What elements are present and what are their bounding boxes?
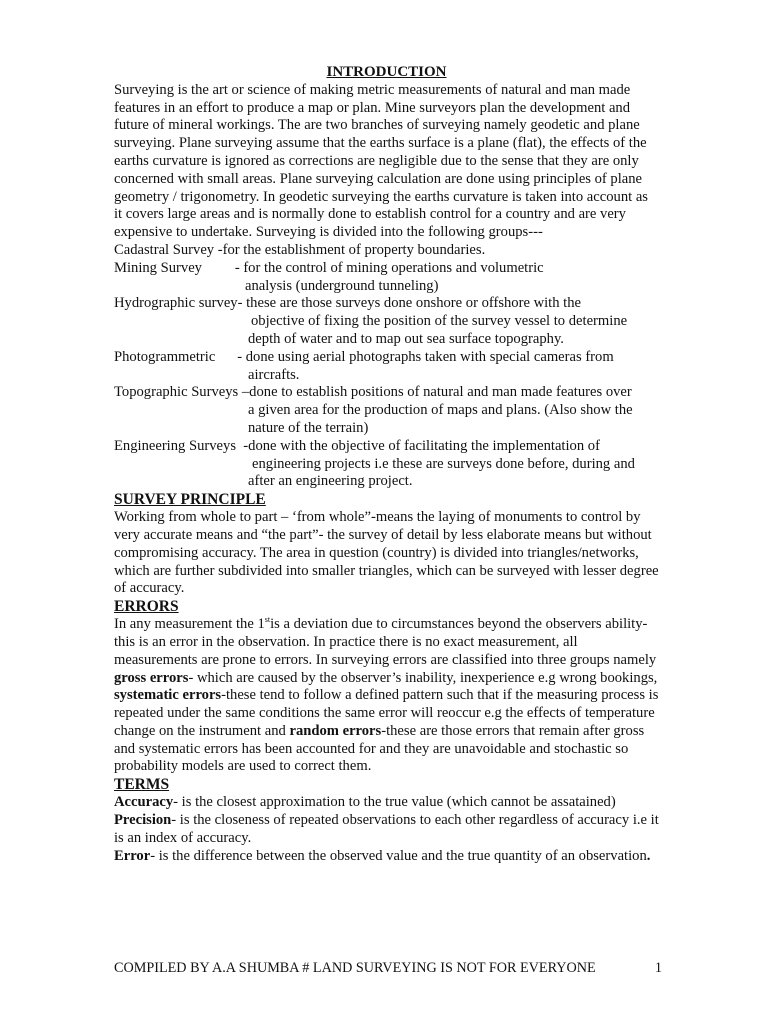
survey-type-desc: -for the establishment of property boundaries.: [217, 241, 486, 258]
survey-type-term: Topographic Surveys: [114, 384, 242, 401]
term-end-period: .: [646, 847, 651, 864]
superscript-st: st: [264, 615, 271, 625]
section-heading-survey-principle: SURVEY PRINCIPLE: [114, 491, 266, 509]
survey-type-desc: - done using aerial photographs taken with special cameras from: [237, 348, 614, 365]
page-number: 1: [654, 960, 662, 976]
section-heading-errors: ERRORS: [114, 598, 179, 616]
section-heading-terms: TERMS: [114, 776, 170, 794]
survey-type-continuation: objective of fixing the position of the survey vessel to determine: [251, 313, 628, 330]
term-desc: - is the closeness of repeated observations to each other regardless of accuracy i.e it is an index of accuracy.: [114, 812, 659, 846]
term-definition: [114, 848, 659, 866]
page-title: INTRODUCTION: [326, 64, 447, 80]
survey-type-item: [114, 295, 659, 348]
document-page: [114, 64, 659, 865]
survey-principle-paragraph: Working from whole to part – ‘from whole”-means the laying of monuments to control by very accurate means and “the part”- the survey of detail by less elaborate means but without compromising accuracy. The area in question (country) is divided into triangles/networks, which are further subdivided into smaller triangles, which can be surveyed with lesser degree of accuracy.: [114, 509, 659, 597]
errors-text: In any measurement the 1: [114, 616, 265, 633]
survey-type-term: Engineering Surveys: [114, 437, 244, 454]
survey-types-list: [114, 242, 659, 491]
term-definition: [114, 812, 659, 848]
survey-type-item: [114, 438, 659, 491]
survey-type-continuation: depth of water and to map out sea surface topography.: [248, 330, 564, 347]
survey-type-item: [114, 242, 659, 260]
term-gross-errors: gross errors: [114, 669, 189, 686]
survey-type-desc: –done to establish positions of natural and man made features over: [241, 384, 632, 401]
errors-text: is a deviation due to circumstances beyond the observers ability- this is an error in the observation. In practice there is no exact measurement, all measurements are prone to errors. In surveying errors are classified into three groups namely: [114, 616, 657, 668]
survey-type-term: Cadastral Survey: [114, 241, 218, 258]
errors-text: -these are those errors that remain after gross and systematic errors has been accounted for and they are unavoidable and stochastic so probability models are used to correct them.: [114, 722, 645, 775]
survey-type-continuation: analysis (underground tunneling): [245, 277, 439, 294]
errors-text: -these tend to follow a defined pattern such that if the measuring process is repeated under the same conditions the same error will reoccur e.g the effects of temperature change on the instrument and: [114, 687, 659, 739]
term-systematic-errors: systematic errors: [114, 687, 222, 704]
term-desc: - is the difference between the observed value and the true quantity of an observation: [150, 847, 647, 864]
survey-type-continuation: nature of the terrain): [248, 419, 369, 436]
term-accuracy: Accuracy: [114, 794, 174, 811]
survey-type-desc: -done with the objective of facilitating the implementation of: [243, 437, 600, 454]
term-random-errors: random errors: [289, 722, 382, 739]
survey-type-term: Hydrographic survey: [114, 295, 238, 312]
term-error: Error: [114, 847, 151, 864]
term-definition: [114, 794, 659, 812]
survey-type-continuation: a given area for the production of maps and plans. (Also show the: [248, 402, 633, 419]
survey-type-desc: - these are those surveys done onshore or offshore with the: [237, 295, 582, 312]
errors-paragraph: [114, 616, 659, 776]
survey-type-desc: - for the control of mining operations and volumetric: [234, 259, 544, 276]
term-precision: Precision: [114, 812, 172, 829]
errors-text: - which are caused by the observer’s inability, inexperience e.g wrong bookings,: [188, 669, 658, 686]
survey-type-term: Mining Survey: [114, 259, 235, 276]
intro-paragraph: Surveying is the art or science of making metric measurements of natural and man made features in an effort to produce a map or plan. Mine surveyors plan the development and future of mineral workings. The are two branches of surveying namely geodetic and plane surveying. Plane surveying assume that the earths surface is a plane (flat), the effects of the earths curvature is ignored as corrections are negligible due to the sense that they are only concerned with small areas. Plane surveying calculation are done using principles of plane geometry / trigonometry. In geodetic surveying the earths curvature is taken into account as it covers large areas and is normally done to establish control for a country and are very expensive to undertake. Surveying is divided into the following groups---: [114, 81, 648, 241]
term-desc: - is the closest approximation to the true value (which cannot be assatained): [173, 794, 616, 811]
survey-type-continuation: engineering projects i.e these are surveys done before, during and: [252, 455, 635, 472]
survey-type-continuation: aircrafts.: [248, 366, 300, 383]
survey-type-item: [114, 384, 659, 437]
survey-type-item: [114, 349, 659, 385]
footer-text: COMPILED BY A.A SHUMBA # LAND SURVEYING IS NOT FOR EVERYONE: [114, 960, 596, 976]
survey-type-term: Photogrammetric: [114, 348, 238, 365]
survey-type-continuation: after an engineering project.: [248, 473, 413, 490]
page-footer: [114, 960, 662, 978]
survey-type-item: [114, 260, 659, 296]
